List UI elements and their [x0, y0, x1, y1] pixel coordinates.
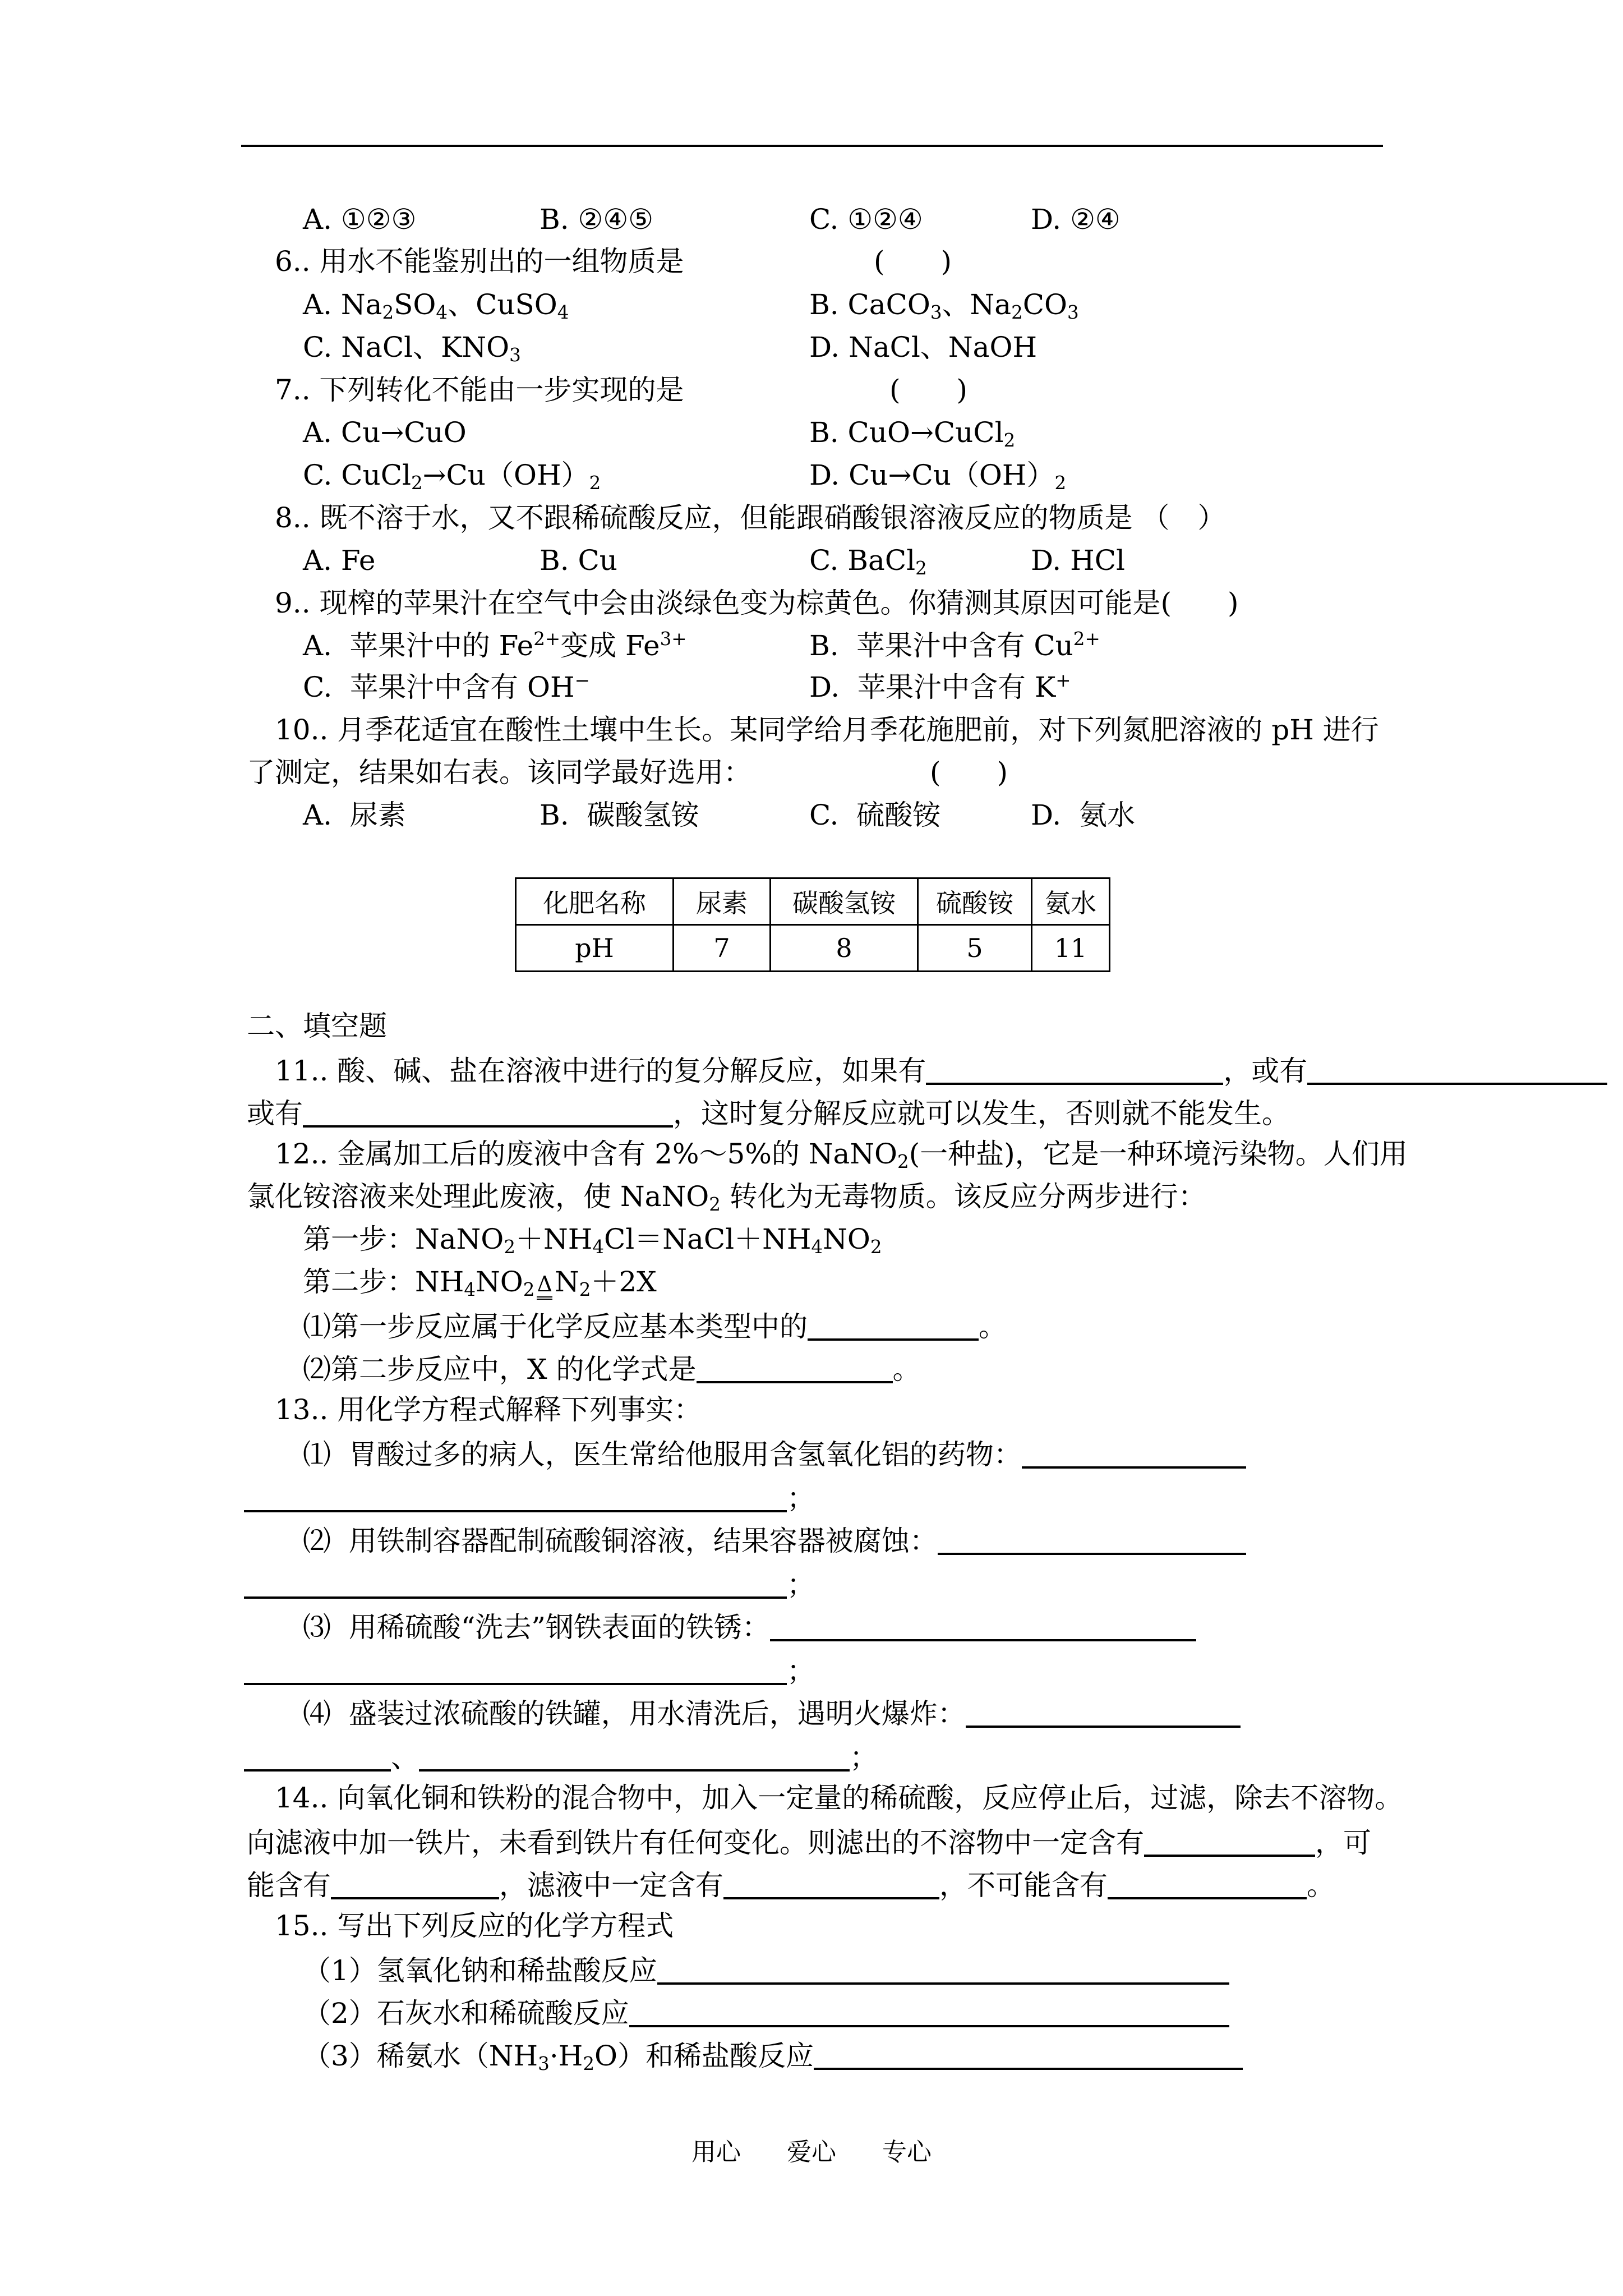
blank[interactable] [1108, 1869, 1307, 1899]
q5-option-c: C. ①②④ [809, 203, 923, 236]
blank[interactable] [697, 1353, 893, 1383]
q12-sub1: ⑴第一步反应属于化学反应基本类型中的 。 [303, 1310, 1007, 1343]
q13-item1-cont: ； [244, 1482, 815, 1512]
q8-stem: 8.. 既不溶于水，又不跟稀硫酸反应，但能跟硝酸银溶液反应的物质是 （ ） [275, 501, 1226, 534]
q9-stem: 9.. 现榨的苹果汁在空气中会由淡绿色变为棕黄色。你猜测其原因可能是( ) [275, 587, 1239, 619]
blank[interactable] [419, 1741, 850, 1772]
q12-line1: 12.. 金属加工后的废液中含有 2%～5%的 NaNO$_2$(一种盐)，它是一种环境污染物。人们用 [275, 1138, 1408, 1173]
q7-option-c: C. $CuCl_2\to Cu(OH)_2$ [303, 459, 601, 494]
blank[interactable] [1307, 1055, 1607, 1085]
q10-stem-line1: 10.. 月季花适宜在酸性土壤中生长。某同学给月季花施肥前，对下列氮肥溶液的 pH 进行 [275, 714, 1379, 746]
q12-sub2: ⑵第二步反应中，X 的化学式是 。 [303, 1353, 921, 1386]
q7-answer-paren: ( ) [889, 374, 968, 406]
table-cell: 尿素 [674, 878, 771, 925]
q7-option-d: D. $Cu\to Cu(OH)_2$ [809, 459, 1067, 494]
section-title: 二、填空题 [247, 1010, 387, 1042]
q6-option-a: A. $Na_2SO_4$、CuSO$_4$ [303, 288, 569, 324]
q15-item2: （2）石灰水和稀硫酸反应 [303, 1997, 1229, 2027]
table-cell: 氨水 [1032, 878, 1110, 925]
q9-option-a: A. 苹果汁中的 $Fe^{2+}$变成 $Fe^{3+}$ [303, 628, 687, 662]
table-cell: 11 [1032, 925, 1110, 972]
q12-line2: 氯化铵溶液来处理此废液，使 NaNO$_2$ 转化为无毒物质。该反应分两步进行： [247, 1180, 1206, 1216]
q12-step1: 第一步：$NaNO_2+NH_4Cl=NaCl+NH_4NO_2$ [303, 1223, 882, 1258]
blank[interactable] [1144, 1826, 1315, 1857]
blank[interactable] [244, 1741, 391, 1772]
q13-item2: ⑵ 用铁制容器配制硫酸铜溶液，结果容器被腐蚀： [303, 1525, 1246, 1555]
blank[interactable] [1022, 1438, 1246, 1469]
q15-item3: （3）稀氨水$(NH_3\cdot H_2O)$和稀盐酸反应 [303, 2040, 1243, 2070]
table-cell: 碳酸氢铵 [771, 878, 918, 925]
q6-option-c: C. NaCl、$KNO_3$ [303, 331, 521, 366]
q15-item1: （1）氢氧化钠和稀盐酸反应 [303, 1954, 1229, 1985]
q9-option-b: B. 苹果汁中含有 $Cu^{2+}$ [809, 628, 1100, 662]
blank[interactable] [770, 1611, 1196, 1641]
table-cell: 7 [674, 925, 771, 972]
header-rule [241, 145, 1383, 147]
q12-step2: 第二步：$NH_4NO_2$ $\Delta N_2+2X$ [303, 1266, 657, 1301]
q14-line1: 14.. 向氧化铜和铁粉的混合物中，加入一定量的稀硫酸，反应停止后，过滤，除去不溶物。 [275, 1782, 1403, 1814]
footer-text: 爱心 [787, 2138, 836, 2166]
footer-text: 用心 [691, 2138, 741, 2166]
blank[interactable] [814, 2040, 1243, 2070]
q7-option-b: B. CuO→CuCl$_2$ [809, 416, 1016, 452]
blank[interactable] [938, 1525, 1246, 1555]
blank[interactable] [244, 1482, 787, 1512]
blank[interactable] [926, 1055, 1223, 1085]
table-cell: 5 [918, 925, 1032, 972]
q6-stem: 6.. 用水不能鉴别出的一组物质是 [275, 245, 684, 278]
blank[interactable] [244, 1655, 787, 1685]
q10-answer-paren: ( ) [930, 756, 1008, 789]
footer-text: 专心 [882, 2138, 932, 2166]
page-footer [0, 2132, 1623, 2168]
q13-item3-cont: ； [244, 1655, 815, 1685]
q11-line2: 或有 ，这时复分解反应就可以发生，否则就不能发生。 [247, 1097, 1290, 1130]
q7-option-a: A. Cu→CuO [303, 416, 467, 449]
q13-stem: 13.. 用化学方程式解释下列事实： [275, 1393, 702, 1426]
blank[interactable] [723, 1869, 939, 1899]
q8-option-d: D. HCl [1031, 544, 1125, 577]
blank[interactable] [657, 1954, 1229, 1985]
q15-stem: 15.. 写出下列反应的化学方程式 [275, 1910, 674, 1942]
blank[interactable] [966, 1697, 1241, 1728]
q10-stem-line2: 了测定，结果如右表。该同学最好选用： [247, 756, 751, 789]
heat-condition-symbol: Δ [537, 1272, 552, 1300]
q10-option-c: C. 硫酸铵 [809, 799, 941, 831]
q13-item2-cont: ； [244, 1568, 815, 1599]
table-cell: 硫酸铵 [918, 878, 1032, 925]
table-cell: 化肥名称 [516, 878, 674, 925]
q11-line1: 11.. 酸、碱、盐在溶液中进行的复分解反应，如果有 ，或有 [275, 1055, 1607, 1085]
q6-option-b: B. CaCO$_3$、$Na_2CO_3$ [809, 288, 1079, 324]
q5-option-b: B. ②④⑤ [540, 203, 654, 236]
blank[interactable] [808, 1310, 979, 1341]
q9-option-c: C. 苹果汁中含有 OH− [303, 670, 590, 703]
q14-line2: 向滤液中加一铁片，未看到铁片有任何变化。则滤出的不溶物中一定含有 ，可 [247, 1826, 1371, 1859]
q6-option-d: D. NaCl、NaOH [809, 331, 1038, 364]
blank[interactable] [629, 1997, 1229, 2027]
q10-option-b: B. 碳酸氢铵 [540, 799, 699, 831]
table-header-row [516, 878, 1110, 925]
q6-answer-paren: ( ) [874, 245, 952, 278]
q7-stem: 7.. 下列转化不能由一步实现的是 [275, 374, 684, 406]
q5-option-d: D. ②④ [1031, 203, 1121, 236]
q8-option-a: A. Fe [303, 544, 376, 577]
table-cell: 8 [771, 925, 918, 972]
table-row [516, 925, 1110, 972]
blank[interactable] [244, 1568, 787, 1599]
q13-item3: ⑶ 用稀硫酸“洗去”钢铁表面的铁锈： [303, 1611, 1196, 1641]
q10-option-d: D. 氨水 [1031, 799, 1135, 831]
q13-item4: ⑷ 盛装过浓硫酸的铁罐，用水清洗后，遇明火爆炸： [303, 1697, 1241, 1728]
fertilizer-ph-table [515, 877, 1110, 972]
q13-item1: ⑴ 胃酸过多的病人，医生常给他服用含氢氧化铝的药物： [303, 1438, 1246, 1469]
q13-item4-cont: 、 ； [244, 1741, 878, 1772]
q8-option-b: B. Cu [540, 544, 617, 577]
blank[interactable] [331, 1869, 499, 1899]
q8-option-c: C. BaCl$_2$ [809, 544, 927, 579]
q9-option-d: D. 苹果汁中含有 K+ [809, 670, 1071, 703]
blank[interactable] [303, 1097, 673, 1128]
table-cell: pH [516, 925, 674, 972]
q14-line3: 能含有 ，滤液中一定含有 ，不可能含有 。 [247, 1869, 1335, 1902]
q10-option-a: A. 尿素 [303, 799, 406, 831]
q5-option-a: A. ①②③ [303, 203, 417, 236]
